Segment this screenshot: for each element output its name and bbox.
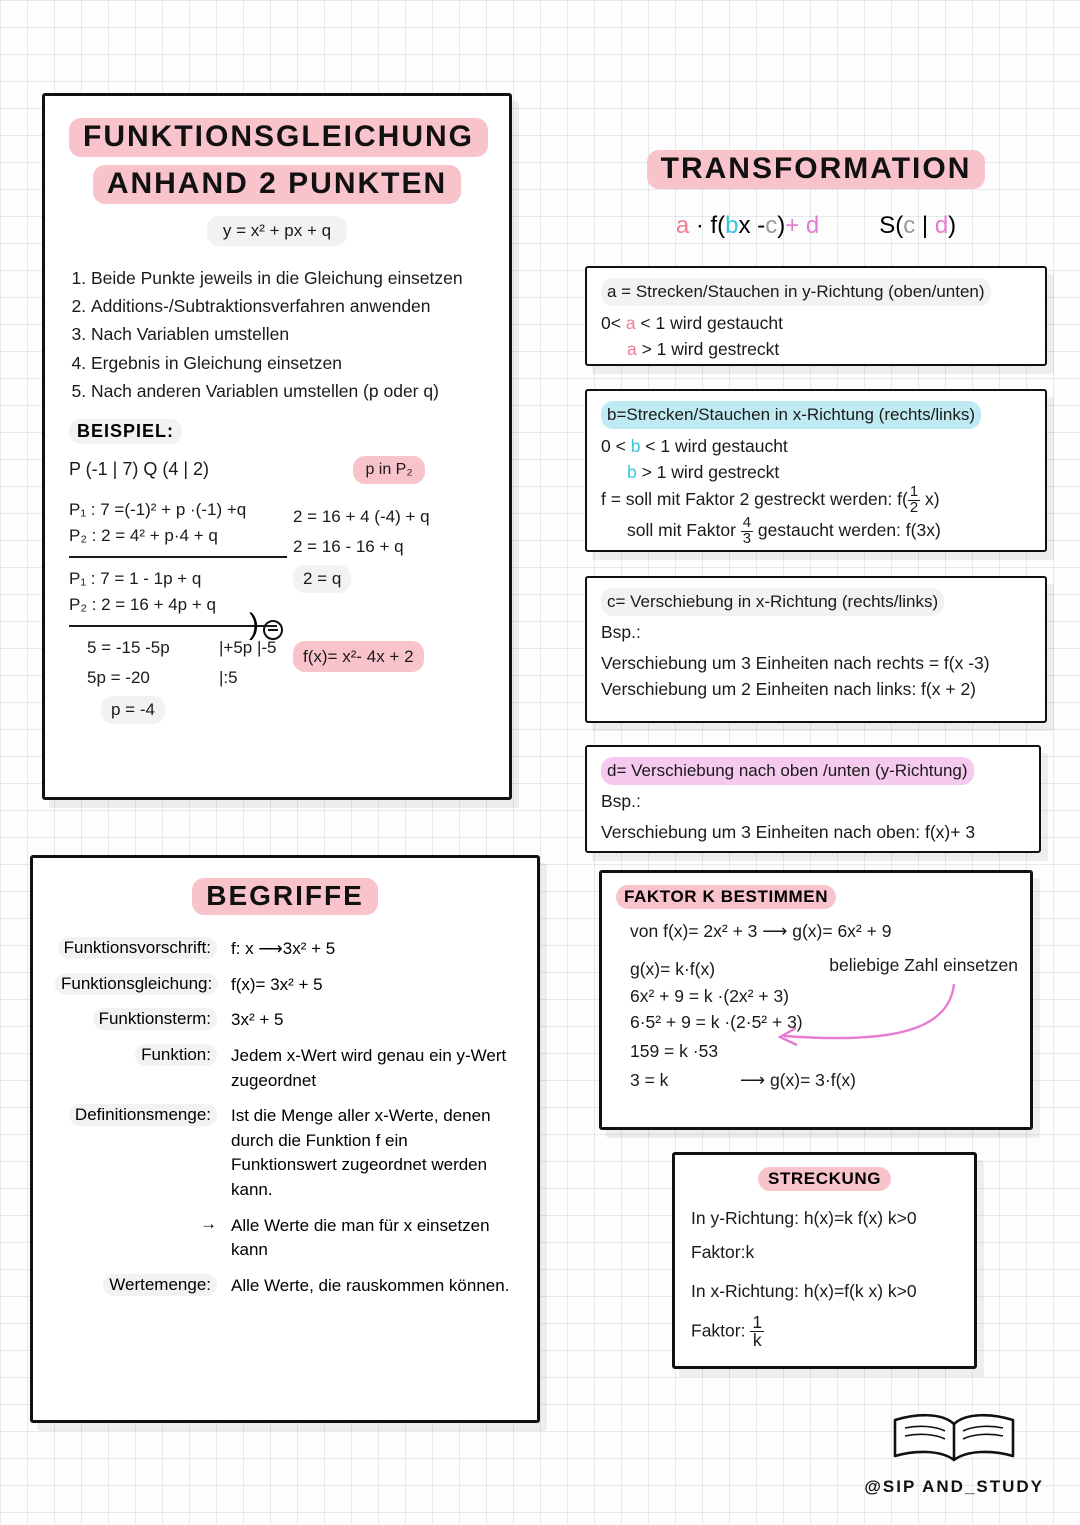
streckung-line1: In y-Richtung: h(x)=k f(x) k>0 <box>691 1208 917 1228</box>
card1-block3-right-1: |+5p |-5 <box>219 638 277 658</box>
transformation-title: TRANSFORMATION <box>647 150 986 189</box>
begriffe-value: f: x ⟶3x² + 5 <box>231 939 336 958</box>
card-faktor-k-bestimmen <box>599 870 1033 1130</box>
transformation-header <box>585 150 1047 189</box>
transformation-b-line4: soll mit Faktor $\frac{4}{3}$ gestaucht werden: f(3x) <box>627 514 941 547</box>
streckung-title: STRECKUNG <box>758 1167 891 1191</box>
card-funktionsgleichung <box>42 93 512 800</box>
card1-block3-right-2: |:5 <box>219 667 238 687</box>
faktor-line-4: 159 = k ·53 <box>630 1041 719 1061</box>
begriffe-row <box>55 1104 515 1203</box>
transformation-c-line1: Verschiebung um 3 Einheiten nach rechts = f(x -3) <box>601 652 990 673</box>
divider <box>69 625 277 627</box>
transformation-formula: a · f(bx -c)+ d <box>675 212 820 239</box>
faktor-line-3: 6·5² + 9 = k ·(2·5² + 3) <box>630 1011 803 1032</box>
transformation-c-heading: c= Verschiebung in x-Richtung (rechts/links) <box>601 588 1031 616</box>
faktor-line-5: 3 = k <box>630 1070 669 1091</box>
brace-symbol: ) <box>249 608 259 642</box>
begriffe-value: Ist die Menge aller x-Werte, denen durch die Funktion f ein Funktionswert zugeordnet werden kann. <box>231 1106 491 1200</box>
card1-block3-left-1: 5 = -15 -5p <box>87 638 170 658</box>
faktor-line-from: von f(x)= 2x² + 3 ⟶ g(x)= 6x² + 9 <box>630 921 892 941</box>
transformation-vertex: S(c | d) <box>879 212 957 239</box>
list-item: 4. Ergebnis in Gleichung einsetzen <box>91 349 485 377</box>
transformation-b-line2: b > 1 wird gestreckt <box>627 461 780 482</box>
card1-points: P (-1 | 7) Q (4 | 2) <box>69 459 210 480</box>
begriffe-key: Definitionsmenge: <box>55 1104 231 1203</box>
card1-title-line2: ANHAND 2 PUNKTEN <box>69 165 485 204</box>
transformation-d-heading: d= Verschiebung nach oben /unten (y-Richtung) <box>601 757 1025 785</box>
list-item: 2. Additions-/Subtraktionsverfahren anwenden <box>91 292 485 320</box>
transformation-d-line1: Verschiebung um 3 Einheiten nach oben: f(x)+ 3 <box>601 821 976 842</box>
card1-example-label: BEISPIEL: <box>69 419 485 444</box>
card1-left-block2-line2: P₂ : 2 = 16 + 4p + q <box>69 594 216 614</box>
begriffe-row <box>55 973 515 998</box>
transformation-a-line1: 0< a < 1 wird gestaucht <box>601 312 783 333</box>
begriffe-value: f(x)= 3x² + 5 <box>231 974 323 994</box>
curved-arrow-icon <box>744 970 964 1060</box>
card-transformation-a <box>585 266 1047 366</box>
begriffe-key: Funktionsterm: <box>55 1008 231 1033</box>
begriffe-row <box>55 1008 515 1033</box>
streckung-line2: Faktor:k <box>691 1242 755 1263</box>
card1-right-line3: 2 = q <box>293 565 351 593</box>
card-begriffe <box>30 855 540 1423</box>
list-item: 1. Beide Punkte jeweils in die Gleichung einsetzen <box>91 264 485 292</box>
card1-left-block1-line2: P₂ : 2 = 4² + p·4 + q <box>69 525 218 545</box>
card1-p-in-p2-label: p in P₂ <box>353 456 424 484</box>
card1-block3-left-2: 5p = -20 <box>87 667 150 687</box>
divider <box>69 556 287 558</box>
transformation-b-heading: b=Strecken/Stauchen in x-Richtung (rechts/links) <box>601 401 1031 429</box>
faktor-result: ⟶ g(x)= 3·f(x) <box>740 1070 856 1091</box>
transformation-a-heading: a = Strecken/Stauchen in y-Richtung (oben/unten) <box>601 278 1031 306</box>
logo-handle: @SIP AND_STUDY <box>864 1477 1044 1496</box>
arrow-right-icon: → <box>200 1213 217 1233</box>
begriffe-value: Alle Werte die man für x einsetzen kann <box>231 1215 490 1260</box>
card1-result-fx: f(x)= x²- 4x + 2 <box>293 641 424 673</box>
card1-left-block1-line1: P₁ : 7 =(-1)² + p ·(-1) +q <box>69 500 247 520</box>
begriffe-row <box>55 937 515 962</box>
card-streckung <box>672 1152 977 1369</box>
transformation-b-line1: 0 < b < 1 wird gestaucht <box>601 435 788 456</box>
begriffe-row <box>55 1274 515 1299</box>
list-item: 3. Nach Variablen umstellen <box>91 320 485 348</box>
faktor-note: beliebige Zahl einsetzen <box>829 955 1018 976</box>
transformation-d-bsp: Bsp.: <box>601 790 641 811</box>
card1-left-block2-line1: P₁ : 7 = 1 - 1p + q <box>69 569 202 589</box>
card-transformation-c <box>585 576 1047 723</box>
begriffe-value: Jedem x-Wert wird genau ein y-Wert zugeordnet <box>231 1045 507 1090</box>
card-transformation-b <box>585 389 1047 552</box>
begriffe-row <box>55 1044 515 1093</box>
faktor-title: FAKTOR K BESTIMMEN <box>616 885 1016 909</box>
begriffe-key: Funktionsvorschrift: <box>55 937 231 962</box>
transformation-b-line3: f = soll mit Faktor 2 gestreckt werden: f( $\frac{1}{2}$ x) <box>601 484 940 516</box>
card1-steps-list <box>69 264 485 406</box>
card1-title-line1: FUNKTIONSGLEICHUNG <box>69 118 485 157</box>
transformation-c-bsp: Bsp.: <box>601 621 641 642</box>
transformation-c-line2: Verschiebung um 2 Einheiten nach links: f(x + 2) <box>601 679 977 699</box>
open-book-icon <box>879 1408 1029 1468</box>
begriffe-value: 3x² + 5 <box>231 1010 284 1030</box>
card1-right-line2: 2 = 16 - 16 + q <box>293 536 404 556</box>
faktor-line-2: 6x² + 9 = k ·(2x² + 3) <box>630 985 790 1006</box>
card1-right-line1: 2 = 16 + 4 (-4) + q <box>293 507 430 527</box>
list-item: 5. Nach anderen Variablen umstellen (p oder q) <box>91 377 485 405</box>
transformation-a-line2: a > 1 wird gestreckt <box>627 338 780 359</box>
begriffe-value: Alle Werte, die rauskommen können. <box>231 1276 510 1296</box>
begriffe-key: Funktion: <box>55 1044 231 1093</box>
transformation-formula-row <box>585 212 1047 240</box>
faktor-line-1: g(x)= k·f(x) <box>630 959 716 980</box>
card-transformation-d <box>585 745 1041 853</box>
begriffe-row-arrow <box>55 1214 515 1263</box>
begriffe-key: Wertemenge: <box>55 1274 231 1299</box>
begriffe-key: Funktionsgleichung: <box>55 973 231 998</box>
streckung-line4: Faktor: $\frac{1}{k}$ <box>691 1311 763 1351</box>
card1-formula: y = x² + px + q <box>69 216 485 246</box>
card1-result-p: p = -4 <box>101 696 165 724</box>
streckung-line3: In x-Richtung: h(x)=f(k x) k>0 <box>691 1280 917 1301</box>
card2-title: BEGRIFFE <box>192 878 378 915</box>
logo <box>864 1408 1044 1497</box>
minus-circle-icon <box>263 620 283 640</box>
